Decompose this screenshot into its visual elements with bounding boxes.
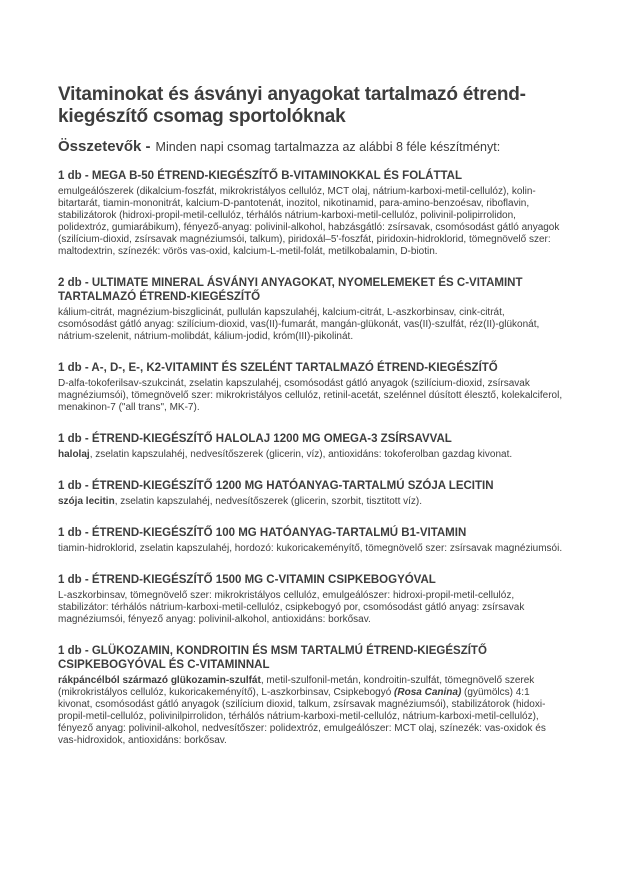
section-heading: 1 db - A-, D-, E-, K2-VITAMINT ÉS SZELÉNT TARTALMAZÓ ÉTREND-KIEGÉSZÍTŐ (58, 362, 498, 374)
supplement-section (58, 479, 564, 508)
ingredients-label: Összetevők - (58, 138, 151, 155)
section-body (58, 307, 564, 343)
supplement-section (58, 573, 564, 626)
section-body (58, 378, 564, 414)
body-segment: L-aszkorbinsav, tömegnövelő szer: mikrokristályos cellulóz, emulgeálószer: hidroxi-propil-metil-cellulóz, stabilizátor: térhálós nátrium-karboxi-metil-cellulóz, csipkebogyó por, csomósodást gátló anyag: zsírsavak magnéziumsói, fényező anyag: polivinil-alkohol, antioxidáns: borkősav. (58, 590, 525, 625)
supplement-section (58, 432, 564, 461)
section-body (58, 675, 564, 747)
body-segment: , zselatin kapszulahéj, nedvesítőszerek (glicerin, szorbit, tisztitott víz). (114, 496, 423, 507)
section-heading: 1 db - ÉTREND-KIEGÉSZÍTŐ HALOLAJ 1200 MG OMEGA-3 ZSÍRSAVVAL (58, 433, 452, 445)
supplement-section (58, 169, 564, 258)
body-segment: rákpáncélból származó glükozamin-szulfát (58, 675, 261, 686)
section-body (58, 496, 564, 508)
body-segment: , metil-szulfonil-metán, kondroitin-szulfát, tömegnövelő szerek (mikrokristályos cellulóz, kukoricakeményítő), L-aszkorbinsav, Csipkebogyó (58, 675, 535, 698)
section-heading: 1 db - GLÜKOZAMIN, KONDROITIN ÉS MSM TARTALMÚ ÉTREND-KIEGÉSZÍTŐ CSIPKEBOGYÓVAL ÉS C-VITAMINNAL (58, 645, 487, 671)
body-segment: halolaj (58, 449, 90, 460)
ingredients-intro: Minden napi csomag tartalmazza az alábbi 8 féle készítményt: (155, 140, 501, 154)
section-heading: 2 db - ULTIMATE MINERAL ÁSVÁNYI ANYAGOKAT, NYOMELEMEKET ÉS C-VITAMINT TARTALMAZÓ ÉTREND-KIEGÉSZÍTŐ (58, 277, 523, 303)
section-heading: 1 db - ÉTREND-KIEGÉSZÍTŐ 1200 MG HATÓANYAG-TARTALMÚ SZÓJA LECITIN (58, 480, 494, 492)
body-segment: tiamin-hidroklorid, zselatin kapszulahéj, hordozó: kukoricakeményítő, tömegnövelő szer: zsírsavak magnéziumsói. (58, 543, 563, 554)
section-heading: 1 db - ÉTREND-KIEGÉSZÍTŐ 1500 MG C-VITAMIN CSIPKEBOGYÓVAL (58, 574, 436, 586)
body-segment: , zselatin kapszulahéj, nedvesítőszerek (glicerin, víz), antioxidáns: tokoferolban gazdag kivonat. (89, 449, 513, 460)
ingredients-line (58, 138, 564, 156)
section-body (58, 590, 564, 626)
body-segment: szója lecitin (58, 496, 115, 507)
section-heading: 1 db - MEGA B-50 ÉTREND-KIEGÉSZÍTŐ B-VITAMINOKKAL ÉS FOLÁTTAL (58, 170, 462, 182)
supplement-section (58, 526, 564, 555)
body-segment: kálium-citrát, magnézium-biszglicinát, pullulán kapszulahéj, kalcium-citrát, L-aszkorbinsav, cink-citrát, csomósodást gátló anyag: szilícium-dioxid, vas(II)-fumarát, mangán-glükonát, vas(II)-szulfát, réz(II)-glükonát, nátrium-szelenit, nátrium-molibdát, kálium-jodid, króm(III)-pikolinát. (58, 307, 540, 342)
body-segment: emulgeálószerek (dikalcium-foszfát, mikrokristályos cellulóz, MCT olaj, nátrium-karboxi-metil-cellulóz), kolin-bitartarát, tiamin-mononitrát, kalcium-D-pantotenát, inozitol, nikotinamid, para-amino-benzoésav, riboflavin, stabilizátorok (hidroxi-propil-metil-cellulóz, térhálós nátrium-karboxi-metil-cellulóz, polivinil-polipirrolidon, polidextróz, gumiarábikum), fényező-anyag: polivinil-alkohol, habzásgátló: zsírsavak, csomósodást gátló anyagok (szilícium-dioxid, zsírsavak magnéziumsói, talkum), piridoxál–5'-foszfát, piridoxin-hidroklorid, tömegnövelő szer: maltodextrin, színezék: vörös vas-oxid, kalcium-L-metil-folát, metilkobalamin, D-biotin. (58, 186, 560, 257)
section-body (58, 186, 564, 258)
body-segment: D-alfa-tokoferilsav-szukcinát, zselatin kapszulahéj, csomósodást gátló anyagok (szilícium-dioxid, zsírsavak magnéziumsói), tömegnövelő szer: mikrokristályos cellulóz, retinil-acetát, szelénnel dúsított élesztő, kolekalciferol, menakinon-7 ("all trans", MK-7). (58, 378, 563, 413)
supplement-section (58, 361, 564, 414)
section-body (58, 543, 564, 555)
supplement-section (58, 644, 564, 747)
section-body (58, 449, 564, 461)
supplement-section (58, 276, 564, 343)
page-title: Vitaminokat és ásványi anyagokat tartalmazó étrend-kiegészítő csomag sportolóknak (58, 84, 526, 127)
sections-list (58, 169, 564, 747)
section-heading: 1 db - ÉTREND-KIEGÉSZÍTŐ 100 MG HATÓANYAG-TARTALMÚ B1-VITAMIN (58, 527, 467, 539)
body-segment: (Rosa Canina) (394, 687, 462, 698)
body-segment: (gyümölcs) 4:1 kivonat, csomósodást gátló anyagok (szilícium dioxid, talkum, zsírsavak magnéziumsói), stabilizátorok (hidoxi-propil-metil-cellulóz, polivinilpirrolidon, térhálós nátrium-karboxi-metil-cellulóz, nátrium-karboxi-metil-cellulóz), fényező anyag: polivinil-alkohol, nedvesítőszer: polidextróz, emulgeálószer: MCT olaj, színezék: vas-oxidok és vas-hidroxidok, antioxidáns: borkősav. (58, 687, 546, 746)
